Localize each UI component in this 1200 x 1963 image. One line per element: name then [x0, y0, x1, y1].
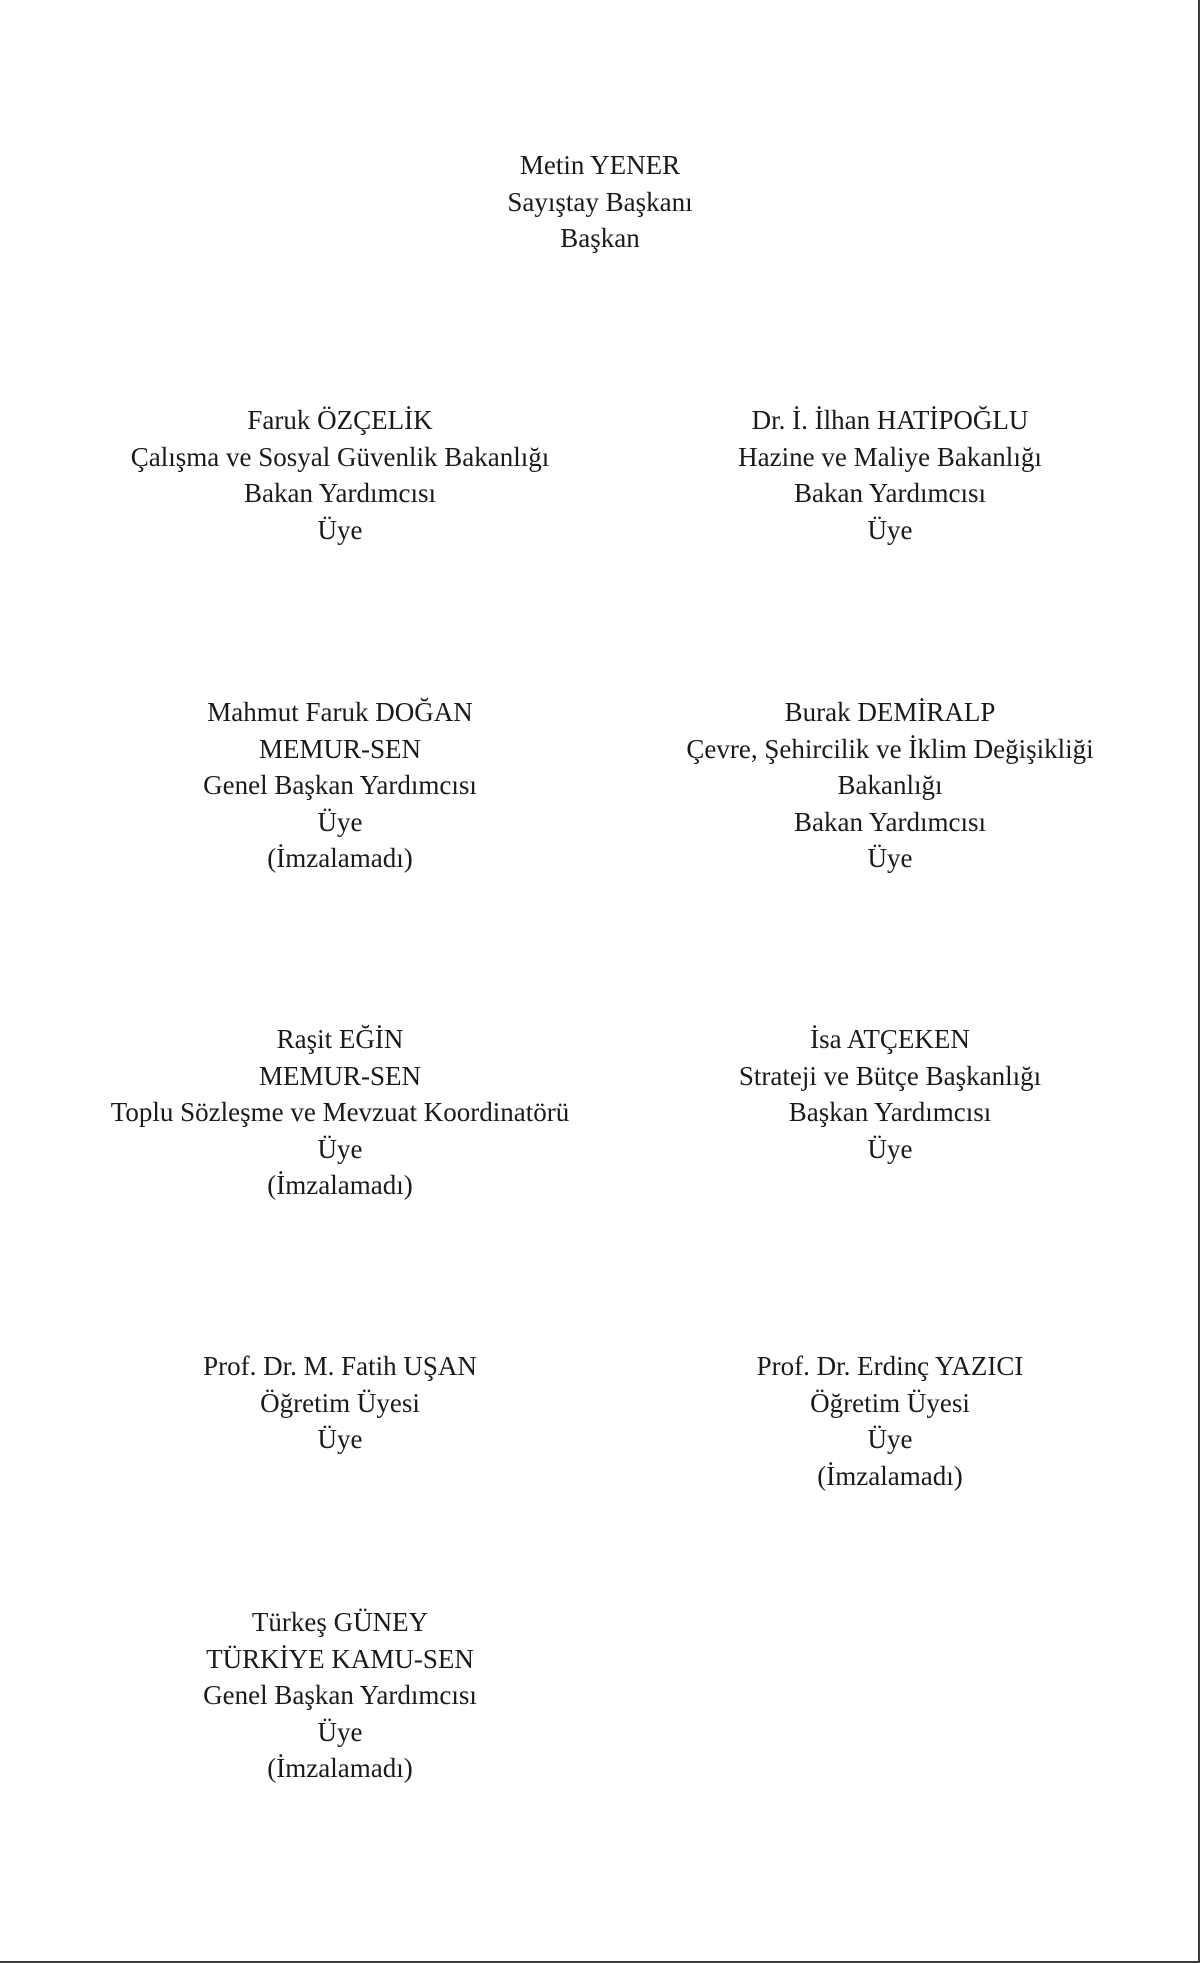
signatory-role: Üye — [867, 843, 913, 873]
signatory-name: Burak DEMİRALP — [784, 697, 996, 727]
signature-status-note: (İmzalamadı) — [267, 843, 413, 873]
signatory-role: Üye — [317, 806, 363, 837]
signature-block-member — [640, 1348, 1140, 1494]
signatory-position: Öğretim Üyesi — [260, 1387, 420, 1418]
signatory-institution: Hazine ve Maliye Bakanlığı — [738, 441, 1042, 472]
signatory-position: Bakan Yardımcısı — [244, 478, 436, 508]
signatory-name: Türkeş GÜNEY — [251, 1607, 429, 1637]
signatory-name: İsa ATÇEKEN — [810, 1024, 970, 1054]
signatory-role: Üye — [317, 1133, 363, 1164]
signature-block-chair — [400, 147, 800, 257]
signature-block-member — [640, 402, 1140, 548]
signatory-name: Faruk ÖZÇELİK — [247, 405, 433, 435]
signatory-institution: Strateji ve Bütçe Başkanlığı — [738, 1060, 1042, 1091]
signatory-name: Prof. Dr. M. Fatih UŞAN — [203, 1351, 477, 1381]
signatory-role: Üye — [317, 1716, 363, 1747]
signature-block-member — [90, 402, 590, 548]
signatory-position: Bakan Yardımcısı — [794, 478, 986, 508]
signatory-name: Prof. Dr. Erdinç YAZICI — [756, 1351, 1024, 1381]
signatory-position: Genel Başkan Yardımcısı — [203, 770, 477, 800]
signatory-institution: Sayıştay Başkanı — [507, 186, 693, 217]
signature-block-member — [90, 1021, 590, 1204]
signatory-position: Bakan Yardımcısı — [794, 806, 986, 837]
signature-block-member — [90, 1348, 590, 1458]
signatory-name: Metin YENER — [519, 150, 681, 180]
signatory-name: Raşit EĞİN — [276, 1024, 404, 1054]
signature-status-note: (İmzalamadı) — [267, 1753, 413, 1783]
signatory-position: Genel Başkan Yardımcısı — [203, 1680, 477, 1710]
signatory-role: Başkan — [560, 223, 640, 253]
signatory-role: Üye — [867, 514, 913, 545]
signatory-name: Dr. İ. İlhan HATİPOĞLU — [751, 405, 1029, 435]
signatory-role: Üye — [867, 1424, 913, 1454]
signature-block-member — [90, 694, 590, 877]
signatory-position: Toplu Sözleşme ve Mevzuat Koordinatörü — [110, 1097, 570, 1127]
signature-status-note: (İmzalamadı) — [267, 1170, 413, 1200]
signatory-institution: MEMUR-SEN — [258, 733, 421, 764]
signatory-institution-cont: Bakanlığı — [837, 770, 943, 800]
signatory-institution: Çevre, Şehircilik ve İklim Değişikliği — [686, 733, 1094, 764]
signature-block-member — [640, 694, 1140, 877]
signatory-role: Üye — [317, 1424, 363, 1454]
signature-status-note: (İmzalamadı) — [817, 1460, 963, 1491]
signatory-institution: TÜRKİYE KAMU-SEN — [206, 1643, 474, 1674]
signatory-institution: Çalışma ve Sosyal Güvenlik Bakanlığı — [130, 441, 550, 472]
signature-block-member — [90, 1604, 590, 1787]
signature-block-member — [640, 1021, 1140, 1167]
signatory-name: Mahmut Faruk DOĞAN — [207, 697, 473, 727]
signatory-role: Üye — [317, 514, 363, 545]
signatory-institution: MEMUR-SEN — [258, 1060, 421, 1091]
signatory-role: Üye — [867, 1133, 913, 1164]
signatory-position: Başkan Yardımcısı — [788, 1097, 992, 1127]
signatory-position: Öğretim Üyesi — [810, 1387, 970, 1418]
